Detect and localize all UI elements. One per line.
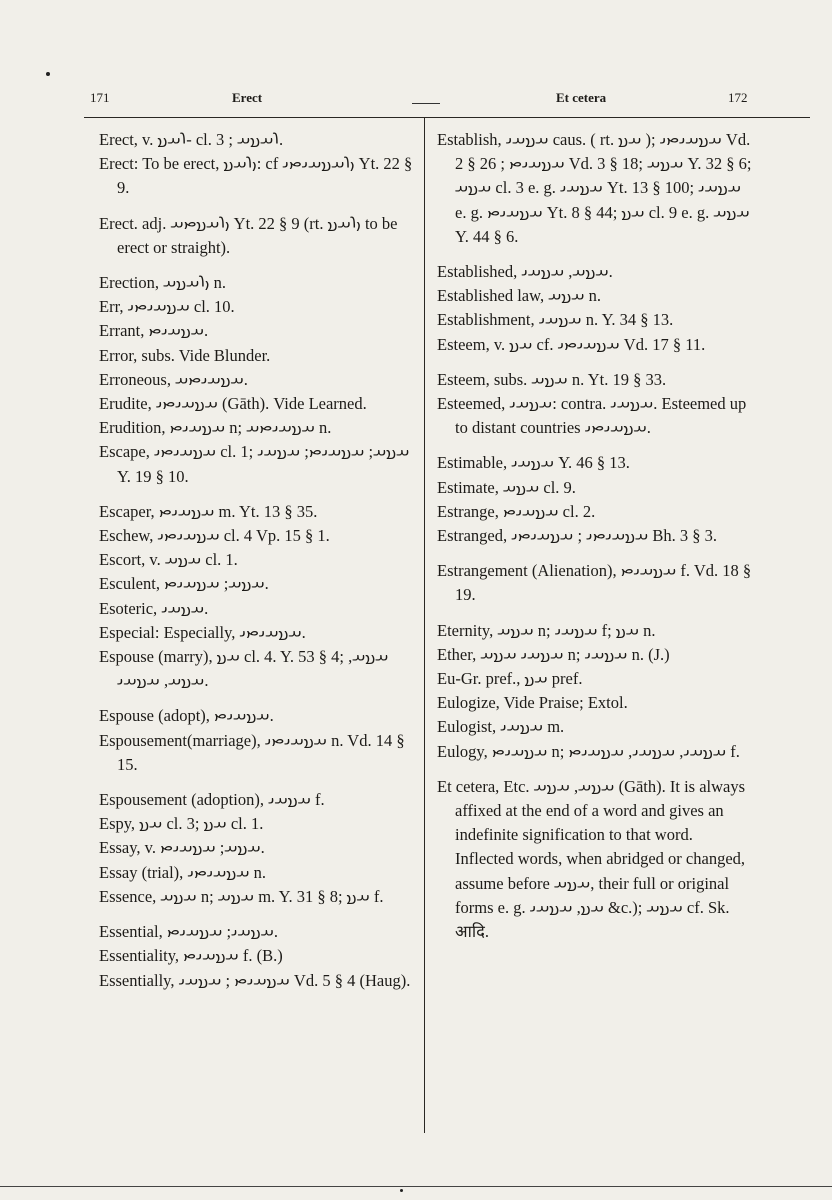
right-column xyxy=(437,128,755,944)
dictionary-entry: Esoteric, 𐬀𐬯𐬀𐬌. xyxy=(99,598,209,618)
page-bottom-rule xyxy=(0,1186,832,1187)
dictionary-entry: Eulogy, 𐬀𐬯𐬀𐬌𐬙 n; 𐬀𐬯𐬀𐬌, 𐬀𐬯𐬀𐬌, 𐬀𐬯𐬀𐬌𐬙 f. xyxy=(437,741,740,761)
right-page-number: 172 xyxy=(728,90,748,105)
dictionary-entry: Ether, 𐬀𐬯𐬀𐬌 𐬀𐬯𐬀 n; 𐬀𐬯𐬀𐬌 n. (J.) xyxy=(437,644,670,664)
left-page-number: 171 xyxy=(90,90,110,105)
dictionary-entry: Establishment, 𐬀𐬯𐬀𐬌 n. Y. 34 § 13. xyxy=(437,310,674,330)
dictionary-entry: Estranged, 𐬀𐬯𐬀𐬌𐬙𐬌 ; 𐬀𐬯𐬀𐬌𐬙𐬌 Bh. 3 § 3. xyxy=(437,526,718,546)
dictionary-entry: Eulogist, 𐬀𐬯𐬀𐬌 m. xyxy=(437,717,565,737)
ink-speck xyxy=(400,1189,403,1192)
entry-spacer xyxy=(99,693,415,704)
dictionary-entry: Et cetera, Etc. 𐬀𐬯𐬀, 𐬀𐬯𐬀 (Gāth). It is always affixed at the end of a word and gives an indefinite signification to that word. Inflected words, when abridged or changed, assume before 𐬀𐬯𐬀, their full or original forms e. g. 𐬀𐬯, 𐬀𐬯𐬀𐬌 &c.); 𐬀𐬯𐬀 cf. Sk. आदि. xyxy=(437,776,746,942)
dictionary-entry: Essence, 𐬀𐬯𐬀 n; 𐬀𐬯𐬀 m. Y. 31 § 8; 𐬀𐬯 f. xyxy=(99,886,384,906)
entry-spacer xyxy=(437,249,755,260)
dictionary-entry: Esteem, v. 𐬀𐬯 cf. 𐬀𐬯𐬀𐬌𐬙𐬌 Vd. 17 § 11. xyxy=(437,334,706,354)
dictionary-entry: Eternity, 𐬀𐬯𐬀 n; 𐬀𐬯𐬀𐬌 f; 𐬀𐬯 n. xyxy=(437,620,656,640)
dictionary-entry: Essay (trial), 𐬀𐬯𐬀𐬌𐬙𐬌 n. xyxy=(99,862,267,882)
entry-spacer xyxy=(99,489,415,500)
dictionary-entry: Erection, 𐬎𐬭𐬀𐬯𐬀 n. xyxy=(99,273,226,293)
dictionary-entry: Erudition, 𐬀𐬯𐬀𐬌𐬙 n; 𐬀𐬯𐬀𐬌𐬙𐬀 n. xyxy=(99,418,332,438)
column-divider xyxy=(424,117,425,1133)
dictionary-entry: Espouse (adopt), 𐬀𐬯𐬀𐬌𐬙. xyxy=(99,706,274,726)
dictionary-entry: Espy, 𐬀𐬯 cl. 3; 𐬀𐬯 cl. 1. xyxy=(99,814,264,834)
dictionary-entry: Escape, 𐬀𐬯𐬀𐬌𐬙𐬌 cl. 1; 𐬀𐬯𐬀; 𐬀𐬯𐬀𐬌𐬙; 𐬀𐬯𐬀𐬌 Y. 19 § 10. xyxy=(99,442,410,486)
header-rule xyxy=(84,117,810,118)
dictionary-entry: Essentially, 𐬀𐬯𐬀𐬌𐬙 ; 𐬀𐬯𐬀𐬌 Vd. 5 § 4 (Haug). xyxy=(99,970,411,990)
dictionary-entry: Erect. adj. 𐬎𐬭𐬀𐬯𐬙𐬀 Yt. 22 § 9 (rt. 𐬎𐬭𐬀𐬯 to be erect or straight). xyxy=(99,213,398,257)
entry-spacer xyxy=(437,764,755,775)
header-dash xyxy=(412,103,440,104)
dictionary-entry: Err, 𐬀𐬯𐬀𐬌𐬙𐬌 cl. 10. xyxy=(99,297,235,317)
entry-spacer xyxy=(437,357,755,368)
entry-spacer xyxy=(437,440,755,451)
dictionary-entry: Espousement (adoption), 𐬀𐬯𐬀𐬌 f. xyxy=(99,790,325,810)
dictionary-entry: Eulogize, Vide Praise; Extol. xyxy=(437,693,628,713)
entry-spacer xyxy=(99,909,415,920)
entry-spacer xyxy=(437,548,755,559)
left-running-head: Erect xyxy=(232,90,263,105)
entry-spacer xyxy=(99,777,415,788)
dictionary-entry: Estimate, 𐬀𐬯𐬀 cl. 9. xyxy=(437,477,576,497)
dictionary-entry: Especial: Especially, 𐬀𐬯𐬀𐬌𐬙𐬌. xyxy=(99,622,306,642)
dictionary-entry: Error, subs. Vide Blunder. xyxy=(99,345,271,365)
dictionary-entry: Eu-Gr. pref., 𐬀𐬯 pref. xyxy=(437,669,583,689)
dictionary-entry: Erect, v. 𐬭𐬀𐬯- cl. 3 ; 𐬭𐬀𐬯𐬀. xyxy=(99,130,284,149)
dictionary-entry: Estimable, 𐬀𐬯𐬀𐬌 Y. 46 § 13. xyxy=(437,453,630,473)
dictionary-entry: Esteem, subs. 𐬀𐬯𐬀 n. Yt. 19 § 33. xyxy=(437,369,667,389)
ink-speck xyxy=(46,72,50,76)
entry-spacer xyxy=(437,608,755,619)
dictionary-entry: Escaper, 𐬀𐬯𐬀𐬌𐬙 m. Yt. 13 § 35. xyxy=(99,501,318,521)
dictionary-entry: Essential, 𐬀𐬯𐬀𐬌; 𐬀𐬯𐬀𐬌𐬙. xyxy=(99,922,279,942)
dictionary-entry: Essentiality, 𐬀𐬯𐬀𐬌𐬙 f. (B.) xyxy=(99,946,283,966)
dictionary-entry: Espousement(marriage), 𐬀𐬯𐬀𐬌𐬙𐬌 n. Vd. 14 § 15. xyxy=(99,730,405,774)
dictionary-entry: Erudite, 𐬀𐬯𐬀𐬌𐬙𐬌 (Gāth). Vide Learned. xyxy=(99,394,367,414)
entry-spacer xyxy=(99,201,415,212)
dictionary-entry: Espouse (marry), 𐬀𐬯 cl. 4. Y. 53 § 4; 𐬀𐬯𐬀, 𐬀𐬯𐬀, 𐬀𐬯𐬀𐬌. xyxy=(99,647,389,691)
dictionary-entry: Established law, 𐬀𐬯𐬀 n. xyxy=(437,286,601,306)
dictionary-entry: Established, 𐬀𐬯𐬀, 𐬀𐬯𐬀𐬌. xyxy=(437,262,613,282)
entry-spacer xyxy=(99,260,415,271)
dictionary-entry: Esculent, 𐬀𐬯𐬀; 𐬀𐬯𐬀𐬌𐬙. xyxy=(99,574,269,594)
dictionary-entry: Estrange, 𐬀𐬯𐬀𐬌𐬙 cl. 2. xyxy=(437,501,596,521)
dictionary-entry: Escort, v. 𐬀𐬯𐬀 cl. 1. xyxy=(99,550,238,570)
dictionary-entry: Erect: To be erect, 𐬎𐬭𐬀𐬯: cf 𐬎𐬭𐬀𐬯𐬀𐬌𐬙𐬌 Yt. 22 § 9. xyxy=(99,154,413,198)
dictionary-entry: Eschew, 𐬀𐬯𐬀𐬌𐬙𐬌 cl. 4 Vp. 15 § 1. xyxy=(99,526,330,546)
dictionary-entry: Esteemed, 𐬀𐬯𐬀𐬌: contra. 𐬀𐬯𐬀𐬌. Esteemed up to distant countries 𐬀𐬯𐬀𐬌𐬙𐬌. xyxy=(437,394,747,438)
dictionary-entry: Erroneous, 𐬀𐬯𐬀𐬌𐬙𐬀. xyxy=(99,369,248,389)
right-running-head: Et cetera xyxy=(556,90,607,105)
dictionary-entry: Errant, 𐬀𐬯𐬀𐬌𐬙. xyxy=(99,321,209,341)
dictionary-entry: Estrangement (Alienation), 𐬀𐬯𐬀𐬌𐬙 f. Vd. 18 § 19. xyxy=(437,561,752,605)
dictionary-entry: Establish, 𐬀𐬯𐬀𐬌 caus. ( rt. 𐬀𐬯 ); 𐬀𐬯𐬀𐬌𐬙𐬌 Vd. 2 § 26 ; 𐬀𐬯𐬀𐬌𐬙 Vd. 3 § 18; 𐬀𐬯𐬀 Y. 32 § 6; 𐬀𐬯𐬀 cl. 3 e. g. 𐬀𐬯𐬀𐬌 Yt. 13 § 100; 𐬀𐬯𐬀𐬌 e. g. 𐬀𐬯𐬀𐬌𐬙 Yt. 8 § 44; 𐬀𐬯 cl. 9 e. g. 𐬀𐬯𐬀 Y. 44 § 6. xyxy=(437,130,752,246)
dictionary-entry: Essay, v. 𐬀𐬯𐬀; 𐬀𐬯𐬀𐬌𐬙. xyxy=(99,838,265,858)
left-column xyxy=(99,128,415,993)
